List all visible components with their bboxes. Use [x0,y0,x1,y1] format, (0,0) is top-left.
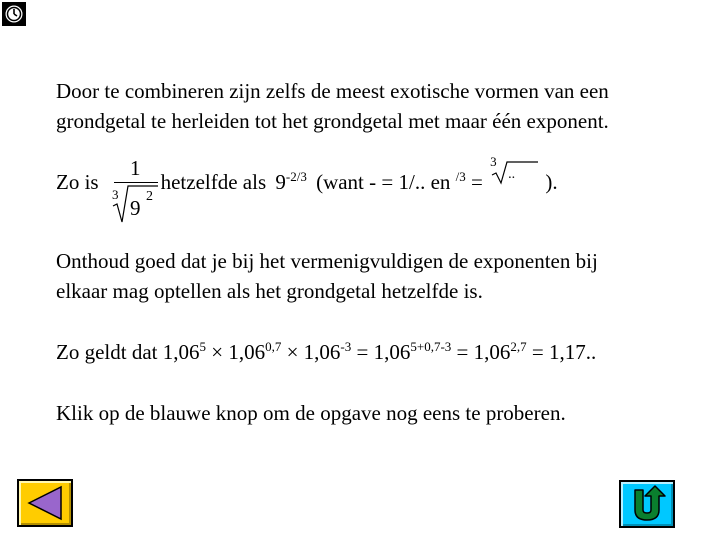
fraction-one-over-root [112,158,160,228]
exponent-1: 5 [199,339,206,354]
example-want: (want - = 1/.. en [316,170,451,194]
root-exponent: 2 [146,189,153,204]
product-term-4: = 1,06 [351,340,411,364]
product-lead: Zo geldt dat 1,06 [56,340,200,364]
exponent-2: 0,7 [265,339,282,354]
rule-line-2: elkaar mag optellen als het grondgetal hetzelfde is. [56,279,483,303]
intro-line-1: Door te combineren zijn zelfs de meest exotische vormen van een [56,79,609,103]
example-close: ). [545,170,558,194]
previous-button[interactable] [17,479,73,527]
example-equals: = [471,170,483,194]
rule-paragraph [56,246,598,306]
fraction-numerator: 1 [130,156,141,180]
clock-icon [2,2,26,26]
product-term-3: × 1,06 [281,340,341,364]
product-term-5: = 1,06 [451,340,511,364]
cube-root-content: .. [508,167,516,182]
left-triangle-icon [19,481,71,525]
cube-root-expression [490,154,540,189]
cube-root-index: 3 [490,154,497,169]
intro-paragraph [56,76,609,136]
example-base: 9 [275,170,286,194]
cube-root-sign [490,159,540,185]
retry-button[interactable] [619,480,675,528]
root-base: 9 [130,196,141,220]
exponent-result: 2,7 [510,339,527,354]
example-product-line [56,337,596,370]
example-mid: hetzelfde als [160,170,267,194]
fraction-bar [114,182,158,183]
instruction-text: Klik op de blauwe knop om de opgave nog eens te proberen. [56,401,566,425]
intro-line-2: grondgetal te herleiden tot het grondgetal met maar één exponent. [56,109,609,133]
exponent-3: -3 [340,339,352,354]
rule-line-1: Onthoud goed dat je bij het vermenigvuldigen de exponenten bij [56,249,598,273]
example-slash-exponent: /3 [455,169,466,184]
product-term-2: × 1,06 [205,340,266,364]
root-index: 3 [112,187,119,202]
product-result: = 1,17.. [526,340,597,364]
exponent-sum: 5+0,7-3 [410,339,452,354]
u-turn-arrow-icon [621,482,673,526]
example-exponent: -2/3 [285,169,307,184]
example-lead: Zo is [56,170,99,194]
